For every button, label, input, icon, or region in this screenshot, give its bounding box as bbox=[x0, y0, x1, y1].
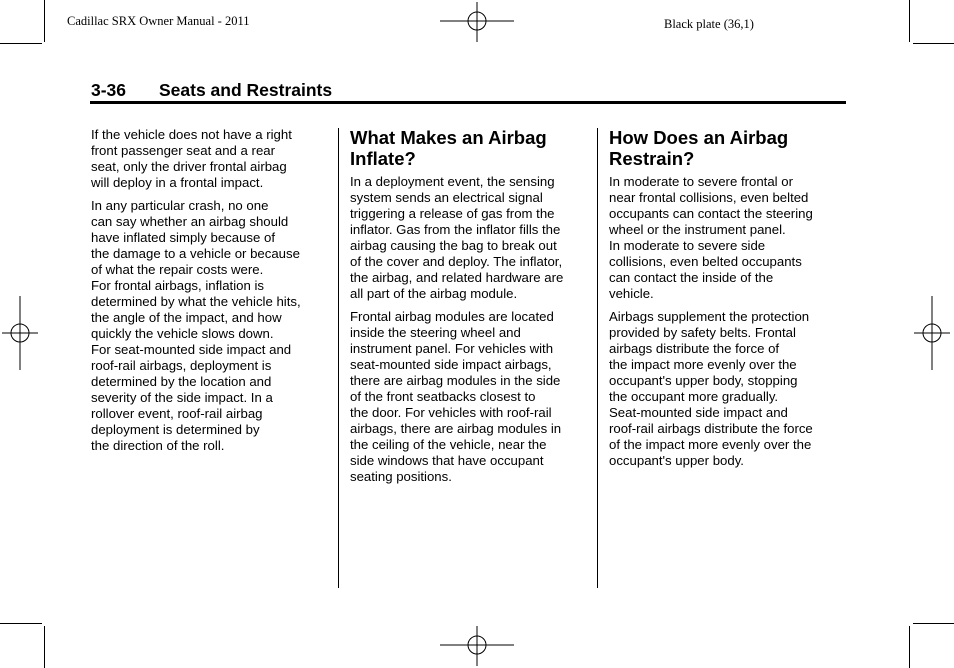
column-divider bbox=[597, 128, 598, 588]
heading-what-makes-airbag-inflate bbox=[350, 127, 563, 169]
heading-line: Inflate? bbox=[350, 148, 416, 169]
text-line: occupant's upper body, stopping bbox=[609, 373, 798, 388]
text-line: In moderate to severe frontal or bbox=[609, 174, 793, 189]
crop-mark bbox=[909, 0, 910, 42]
text-line: all part of the airbag module. bbox=[350, 286, 518, 301]
text-line: determined by what the vehicle hits, bbox=[91, 294, 301, 309]
column-divider bbox=[338, 128, 339, 588]
crop-mark bbox=[0, 43, 42, 44]
text-line: roof-rail airbags distribute the force bbox=[609, 421, 813, 436]
registration-mark-bottom bbox=[440, 626, 514, 666]
text-line: can contact the inside of the bbox=[609, 270, 774, 285]
text-line: airbags, there are airbag modules in bbox=[350, 421, 562, 436]
text-line: the direction of the roll. bbox=[91, 438, 225, 453]
crop-mark bbox=[0, 623, 42, 624]
text-line: Airbags supplement the protection bbox=[609, 309, 810, 324]
text-line: vehicle. bbox=[609, 286, 654, 301]
column-2 bbox=[350, 127, 563, 492]
text-line: the ceiling of the vehicle, near the bbox=[350, 437, 547, 452]
column-1 bbox=[91, 127, 301, 461]
text-line: collisions, even belted occupants bbox=[609, 254, 802, 269]
text-line: the door. For vehicles with roof-rail bbox=[350, 405, 552, 420]
text-line: inflator. Gas from the inflator fills the bbox=[350, 222, 561, 237]
text-line: instrument panel. For vehicles with bbox=[350, 341, 554, 356]
heading-how-does-airbag-restrain bbox=[609, 127, 813, 169]
text-line: Frontal airbag modules are located bbox=[350, 309, 554, 324]
paragraph bbox=[609, 309, 813, 469]
text-line: the damage to a vehicle or because bbox=[91, 246, 300, 261]
column-3 bbox=[609, 127, 813, 476]
text-line: For seat-mounted side impact and bbox=[91, 342, 292, 357]
text-line: roof-rail airbags, deployment is bbox=[91, 358, 272, 373]
text-line: can say whether an airbag should bbox=[91, 214, 289, 229]
text-line: airbag causing the bag to break out bbox=[350, 238, 557, 253]
section-title: Seats and Restraints bbox=[159, 80, 333, 100]
text-line: severity of the side impact. In a bbox=[91, 390, 273, 405]
paragraph bbox=[609, 174, 813, 302]
crop-mark bbox=[913, 43, 954, 44]
plate-info-right: Black plate (36,1) bbox=[664, 17, 754, 31]
text-line: occupant's upper body. bbox=[609, 453, 744, 468]
text-line: rollover event, roof-rail airbag bbox=[91, 406, 263, 421]
heading-line: What Makes an Airbag bbox=[350, 127, 547, 148]
text-line: wheel or the instrument panel. bbox=[609, 222, 786, 237]
text-line: airbags distribute the force of bbox=[609, 341, 780, 356]
text-line: system sends an electrical signal bbox=[350, 190, 543, 205]
text-line: triggering a release of gas from the bbox=[350, 206, 555, 221]
page-number: 3-36 bbox=[91, 80, 127, 100]
text-line: For frontal airbags, inflation is bbox=[91, 278, 264, 293]
text-line: the occupant more gradually. bbox=[609, 389, 779, 404]
text-line: of what the repair costs were. bbox=[91, 262, 264, 277]
text-line: In moderate to severe side bbox=[609, 238, 766, 253]
paragraph bbox=[91, 127, 301, 191]
section-header bbox=[91, 80, 332, 101]
text-line: inside the steering wheel and bbox=[350, 325, 521, 340]
text-line: If the vehicle does not have a right bbox=[91, 127, 292, 142]
registration-mark-top bbox=[440, 2, 514, 42]
plate-info-left: Cadillac SRX Owner Manual - 2011 bbox=[67, 14, 250, 28]
crop-mark bbox=[913, 623, 954, 624]
text-line: will deploy in a frontal impact. bbox=[91, 175, 264, 190]
crop-mark bbox=[44, 0, 45, 42]
text-line: near frontal collisions, even belted bbox=[609, 190, 809, 205]
crop-mark bbox=[909, 626, 910, 668]
text-line: of the impact more evenly over the bbox=[609, 437, 812, 452]
crop-mark bbox=[44, 626, 45, 668]
paragraph bbox=[91, 198, 301, 454]
text-line: quickly the vehicle slows down. bbox=[91, 326, 274, 341]
text-line: the airbag, and related hardware are bbox=[350, 270, 564, 285]
text-line: of the cover and deploy. The inflator, bbox=[350, 254, 563, 269]
text-line: have inflated simply because of bbox=[91, 230, 276, 245]
heading-line: How Does an Airbag bbox=[609, 127, 789, 148]
registration-mark-right bbox=[914, 296, 950, 370]
paragraph bbox=[350, 174, 563, 302]
text-line: the angle of the impact, and how bbox=[91, 310, 282, 325]
text-line: side windows that have occupant bbox=[350, 453, 544, 468]
text-line: In any particular crash, no one bbox=[91, 198, 269, 213]
text-line: occupants can contact the steering bbox=[609, 206, 813, 221]
text-line: seat, only the driver frontal airbag bbox=[91, 159, 287, 174]
paragraph bbox=[350, 309, 563, 485]
text-line: In a deployment event, the sensing bbox=[350, 174, 555, 189]
text-line: the impact more evenly over the bbox=[609, 357, 797, 372]
registration-mark-left bbox=[2, 296, 38, 370]
text-line: deployment is determined by bbox=[91, 422, 260, 437]
text-line: Seat-mounted side impact and bbox=[609, 405, 788, 420]
header-rule bbox=[90, 101, 846, 104]
text-line: seating positions. bbox=[350, 469, 452, 484]
text-line: there are airbag modules in the side bbox=[350, 373, 561, 388]
text-line: front passenger seat and a rear bbox=[91, 143, 276, 158]
text-line: provided by safety belts. Frontal bbox=[609, 325, 796, 340]
text-line: seat-mounted side impact airbags, bbox=[350, 357, 552, 372]
text-line: determined by the location and bbox=[91, 374, 272, 389]
text-line: of the front seatbacks closest to bbox=[350, 389, 536, 404]
heading-line: Restrain? bbox=[609, 148, 695, 169]
